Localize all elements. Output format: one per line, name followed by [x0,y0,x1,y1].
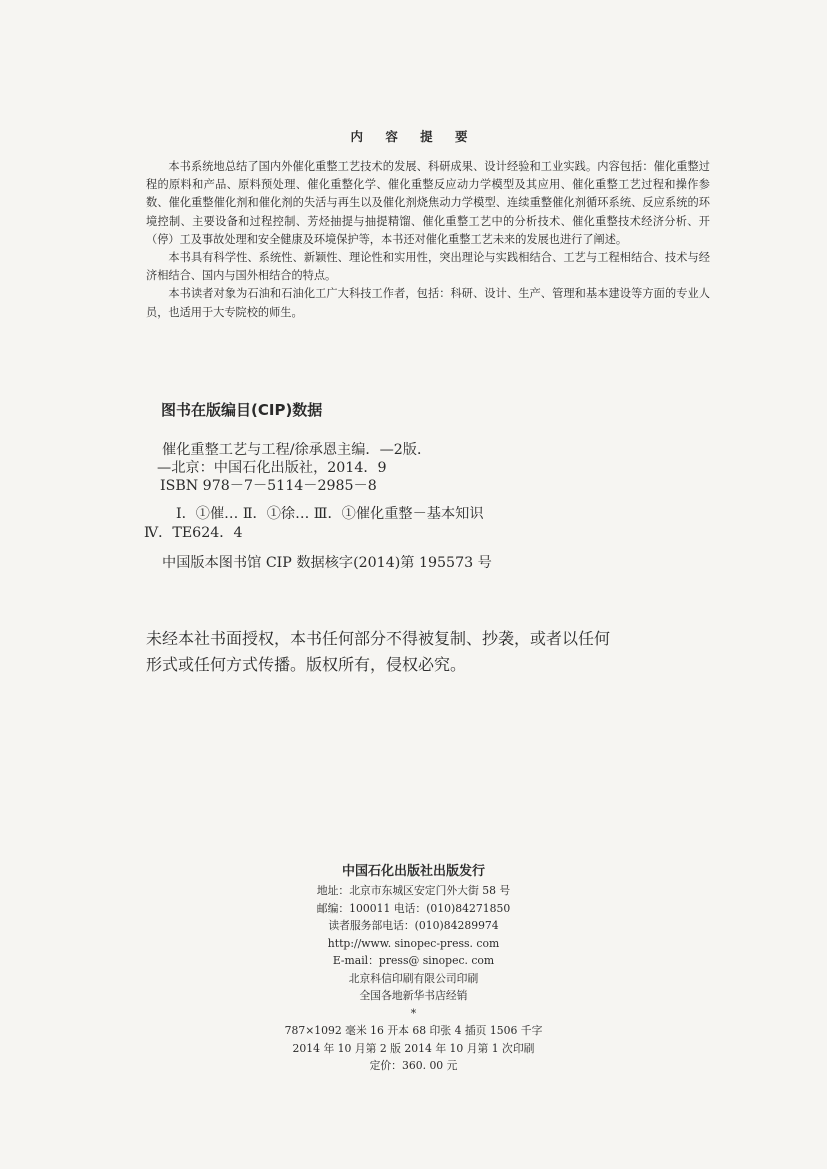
copyright-line-2: 形式或任何方式传播。版权所有，侵权必究。 [146,655,467,674]
copyright-line-1: 未经本社书面授权，本书任何部分不得被复制、抄袭，或者以任何 [146,629,611,648]
colophon-distributor: 全国各地新华书店经销 [359,989,468,1002]
cip-classification-line-2: Ⅳ．TE624．4 [144,525,243,541]
colophon-email: E-mail：press@ sinopec. com [332,954,495,967]
summary-paragraph-2: 本书具有科学性、系统性、新颖性、理论性和实用性，突出理论与实践相结合、工艺与工程相结合、技术与经济相结合、国内与国外相结合的特点。 [146,251,710,283]
cip-heading: 图书在版编目(CIP)数据 [161,401,323,419]
colophon-address: 地址：北京市东城区安定门外大街 58 号 [316,884,511,897]
colophon-service-phone: 读者服务部电话：(010)84289974 [328,919,499,932]
colophon-publisher: 中国石化出版社出版发行 [341,864,485,879]
colophon-price: 定价：360. 00 元 [369,1059,458,1072]
colophon-separator: * [410,1006,417,1020]
colophon-specs: 787×1092 毫米 16 开本 68 印张 4 插页 1506 千字 [284,1024,543,1037]
colophon-printer: 北京科信印刷有限公司印刷 [348,971,479,985]
summary-paragraph-1: 本书系统地总结了国内外催化重整工艺技术的发展、科研成果、设计经验和工业实践。内容包括：催化重整过程的原料和产品、原料预处理、催化重整化学、催化重整反应动力学模型及其应用、催化重整工艺过程和操作参数、催化重整催化剂和催化剂的失活与再生以及催化剂烧焦动力学模型、连续重整催化剂循环系统、反应系统的环境控制、主要设备和过程控制、芳烃抽提与抽提精馏、催化重整工艺中的分析技术、催化重整技术经济分析、开（停）工及事故处理和安全健康及环境保护等，本书还对催化重整工艺未来的发展也进行了阐述。 [146,160,710,246]
cip-classification-line-1: Ⅰ．①催… Ⅱ．①徐… Ⅲ．①催化重整－基本知识 [176,506,484,522]
cip-title-line: 催化重整工艺与工程/徐承恩主编．—2版． [162,442,432,458]
colophon-edition: 2014 年 10 月第 2 版 2014 年 10 月第 1 次印刷 [292,1041,535,1055]
cip-isbn-line: ISBN 978－7－5114－2985－8 [160,478,377,494]
summary-paragraph-3: 本书读者对象为石油和石油化工广大科技工作者，包括：科研、设计、生产、管理和基本建设等方面的专业人员，也适用于大专院校的师生。 [146,287,710,319]
summary-body [146,158,710,322]
colophon [0,862,827,1075]
colophon-website: http://www. sinopec-press. com [327,936,500,950]
copyright-notice [146,626,610,678]
summary-title: 内 容 提 要 [350,129,477,144]
colophon-postcode-phone: 邮编：100011 电话：(010)84271850 [316,901,511,915]
cip-record-line: 中国版本图书馆 CIP 数据核字(2014)第 195573 号 [162,555,492,571]
cip-publisher-line: —北京：中国石化出版社，2014．9 [157,460,387,476]
